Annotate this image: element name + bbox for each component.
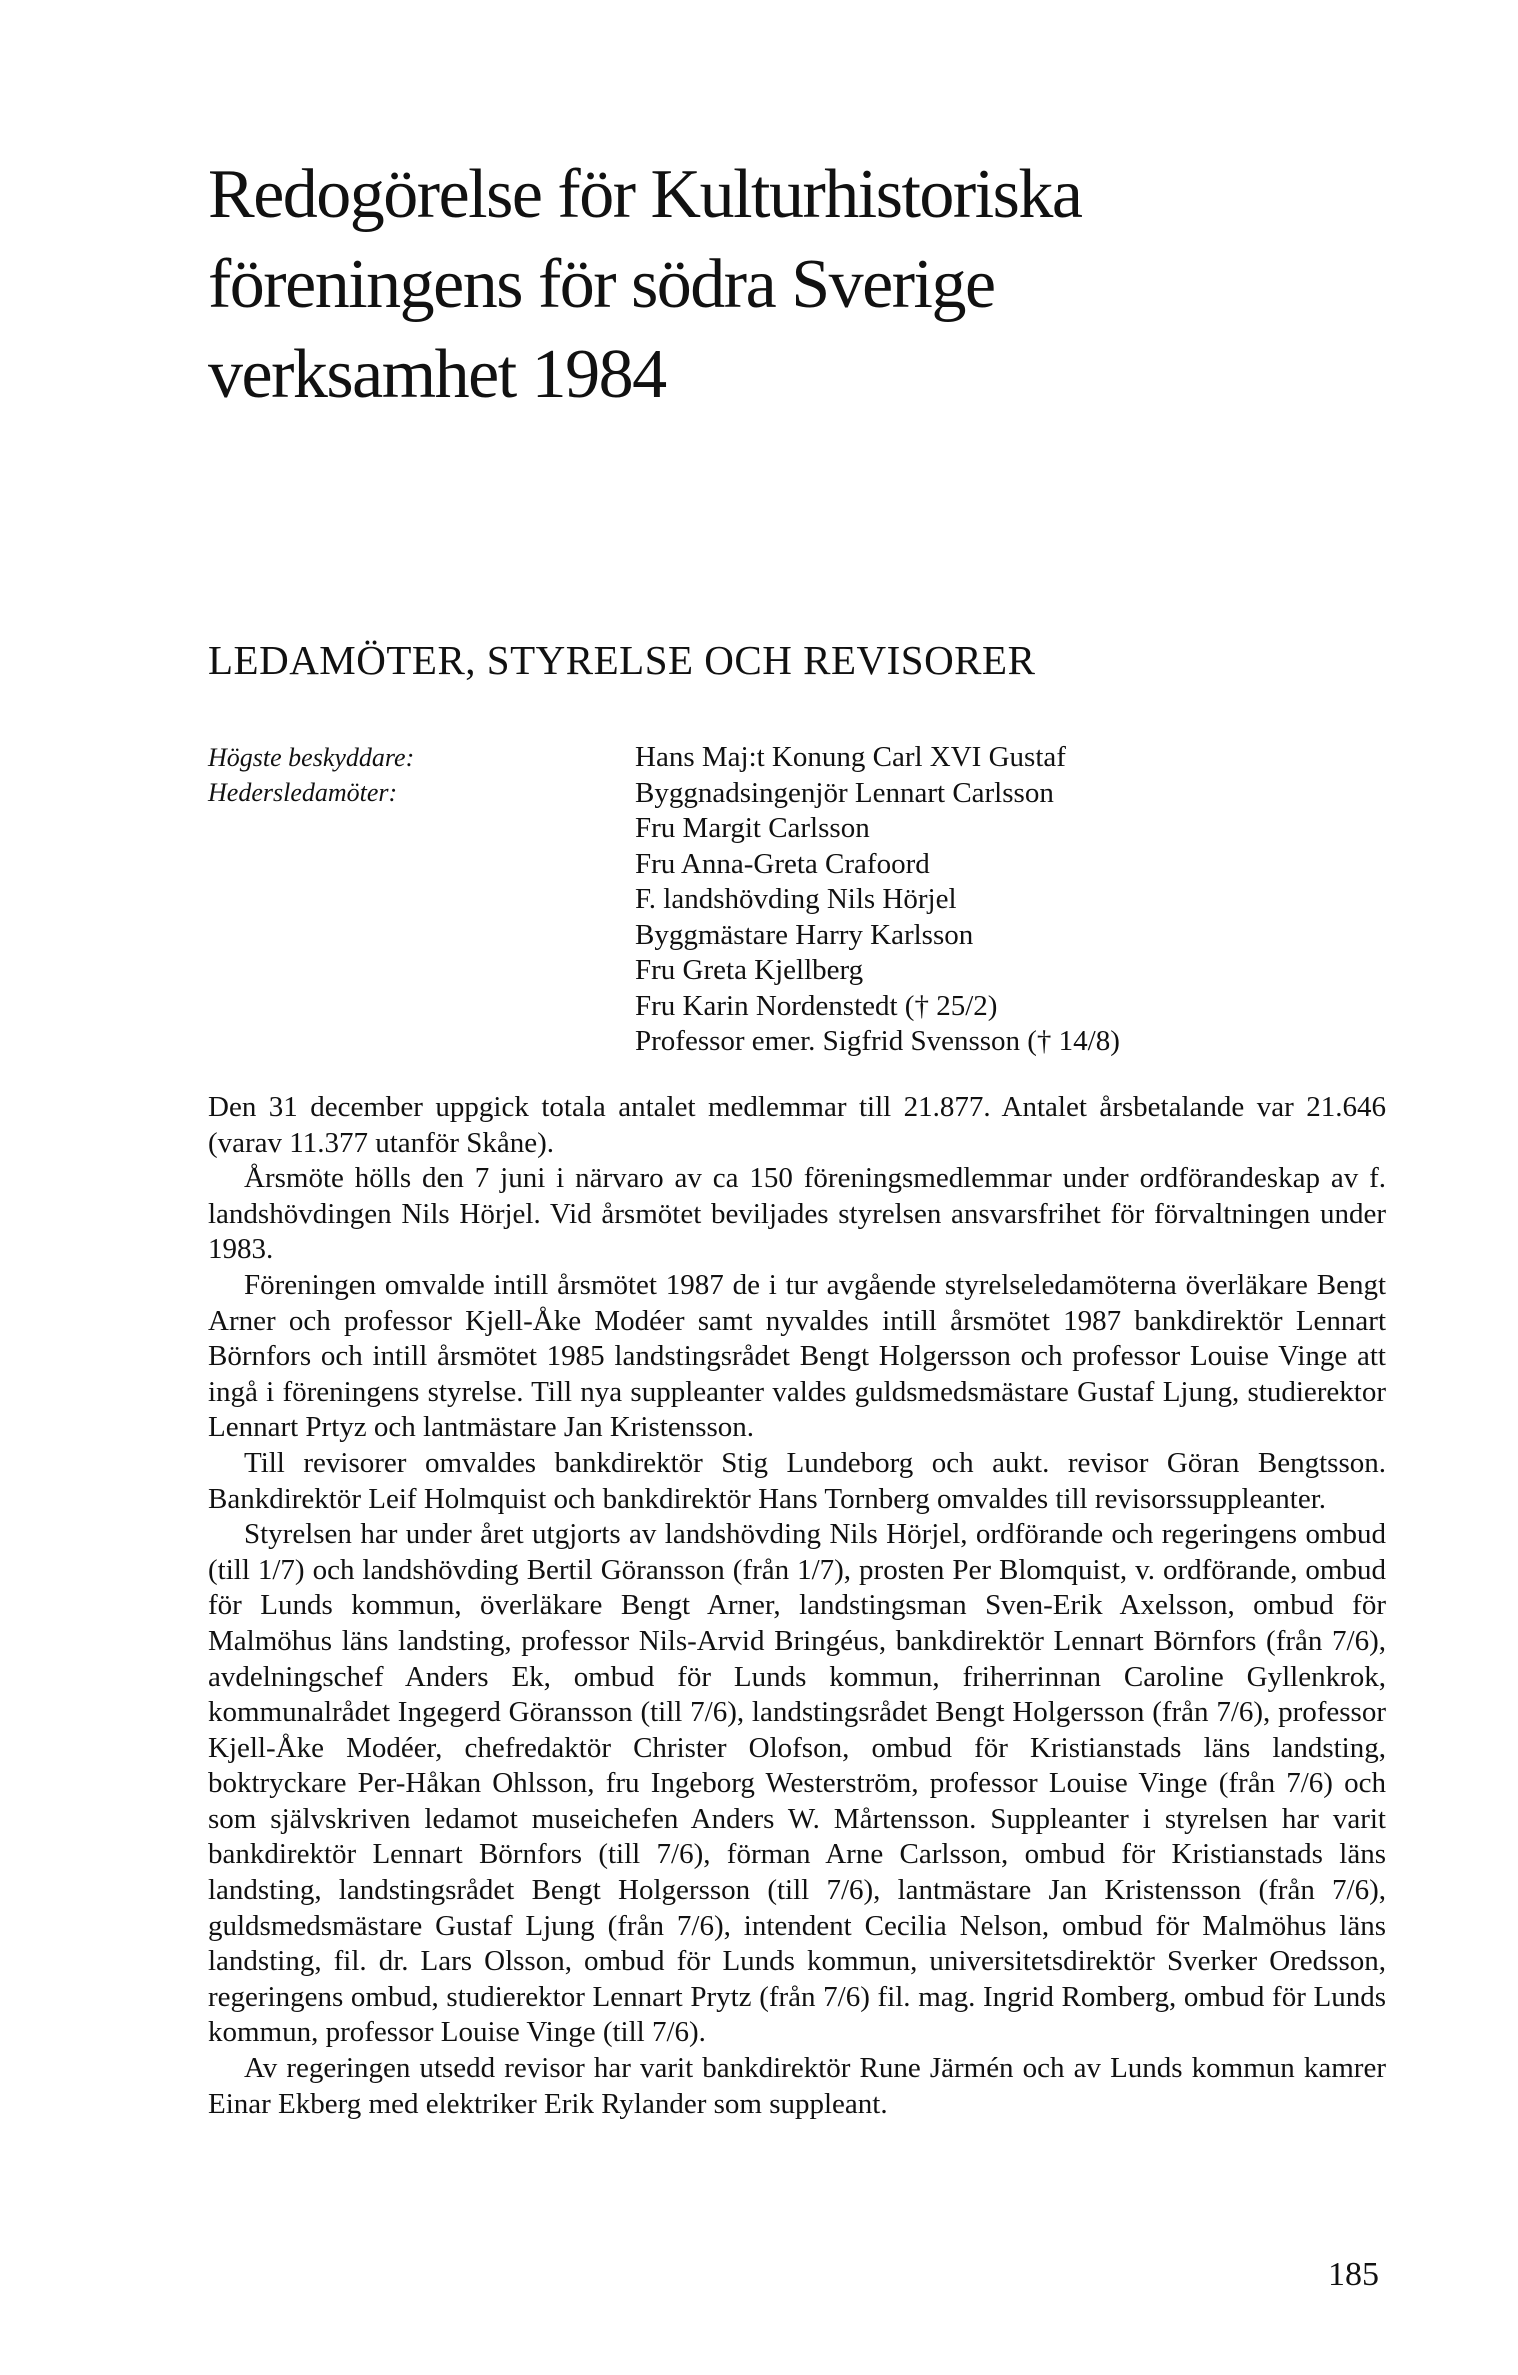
title-line-2: föreningens för södra Sverige	[208, 246, 995, 323]
paragraph-membership: Den 31 december uppgick totala antalet medlemmar till 21.877. Antalet årsbetalande var 21.646 (varav 11.377 utanför Skåne).	[208, 1091, 1386, 1159]
member-name: Fru Margit Carlsson	[635, 812, 870, 844]
member-name: Professor emer. Sigfrid Svensson († 14/8)	[635, 1025, 1120, 1057]
section-heading: LEDAMÖTER, STYRELSE OCH REVISORER	[208, 637, 1036, 683]
member-name: F. landshövding Nils Hörjel	[635, 883, 957, 915]
member-name: Byggmästare Harry Karlsson	[635, 918, 974, 951]
member-name: Byggnadsingenjör Lennart Carlsson	[635, 776, 1054, 809]
paragraph-board: Styrelsen har under året utgjorts av landshövding Nils Hörjel, ordförande och regeringens ombud (till 1/7) och landshövding Bertil Göransson (från 1/7), prosten Per Blomquist, v. ordförande, ombud för Lunds kommun, överläkare Bengt Arner, landstingsman Sven-Erik Axelsson, ombud för Malmöhus läns landsting, professor Nils-Arvid Bringéus, bankdirektör Lennart Börnfors (från 7/6), avdelningschef Anders Ek, ombud för Lunds kommun, friherrinnan Caroline Gyllenkrok, kommunalrådet Ingegerd Göransson (till 7/6), landstingsrådet Bengt Holgersson (från 7/6), professor Kjell-Åke Modéer, chefredaktör Christer Olofson, ombud för Kristianstads läns landsting, boktryckare Per-Håkan Ohlsson, fru Ingeborg Westerström, professor Louise Vinge (från 7/6) och som självskriven ledamot museichefen Anders W. Mårtensson. Suppleanter i styrelsen har varit bankdirektör Lennart Börnfors (till 7/6), förman Arne Carlsson, ombud för Kristianstads läns landsting, landstingsrådet Bengt Holgersson (till 7/6), lantmästare Jan Kristensson (från 7/6), guldsmedsmästare Gustaf Ljung (från 7/6), intendent Cecilia Nelson, ombud för Malmöhus läns landsting, fil. dr. Lars Olsson, ombud för Lunds kommun, universitetsdirektör Sverker Oredsson, regeringens ombud, studierektor Lennart Prytz (från 7/6) fil. mag. Ingrid Romberg, ombud för Lunds kommun, professor Louise Vinge (till 7/6).	[208, 1518, 1386, 2049]
page-title	[208, 150, 1408, 420]
paragraph-auditors: Till revisorer omvaldes bankdirektör Stig Lundeborg och aukt. revisor Göran Bengtsson. Bankdirektör Leif Holmquist och bankdirektör Hans Tornberg omvaldes till revisorssuppleanter.	[208, 1446, 1386, 1515]
title-line-3: verksamhet 1984	[208, 336, 666, 413]
member-name: Fru Karin Nordenstedt († 25/2)	[635, 989, 998, 1022]
member-name: Hans Maj:t Konung Carl XVI Gustaf	[635, 741, 1066, 773]
roles-column	[208, 740, 608, 810]
body-text	[208, 1090, 1386, 2122]
patron-label: Högste beskyddare:	[208, 743, 415, 772]
page-number: 185	[1328, 2256, 1379, 2293]
members-list	[635, 740, 1435, 1060]
paragraph-annual-meeting: Årsmöte hölls den 7 juni i närvaro av ca 150 föreningsmedlemmar under ordförandeskap av f. landshövdingen Nils Hörjel. Vid årsmötet beviljades styrelsen ansvarsfrihet för förvaltningen under 1983.	[208, 1162, 1386, 1266]
member-name: Fru Anna-Greta Crafoord	[635, 847, 930, 880]
title-line-1: Redogörelse för Kulturhistoriska	[208, 156, 1082, 233]
paragraph-elections: Föreningen omvalde intill årsmötet 1987 de i tur avgående styrelseledamöterna överläkare Bengt Arner och professor Kjell-Åke Modéer samt nyvaldes intill årsmötet 1987 bankdirektör Lennart Börnfors och intill årsmötet 1985 landstingsrådet Bengt Holgersson och professor Louise Vinge att ingå i föreningens styrelse. Till nya suppleanter valdes guldsmedsmästare Gustaf Ljung, studierektor Lennart Prtyz och lantmästare Jan Kristensson.	[208, 1268, 1386, 1444]
honorary-members-label: Hedersledamöter:	[208, 778, 398, 807]
member-name: Fru Greta Kjellberg	[635, 954, 864, 986]
paragraph-government-auditor: Av regeringen utsedd revisor har varit bankdirektör Rune Järmén och av Lunds kommun kamrer Einar Ekberg med elektriker Erik Rylander som suppleant.	[208, 2052, 1386, 2120]
